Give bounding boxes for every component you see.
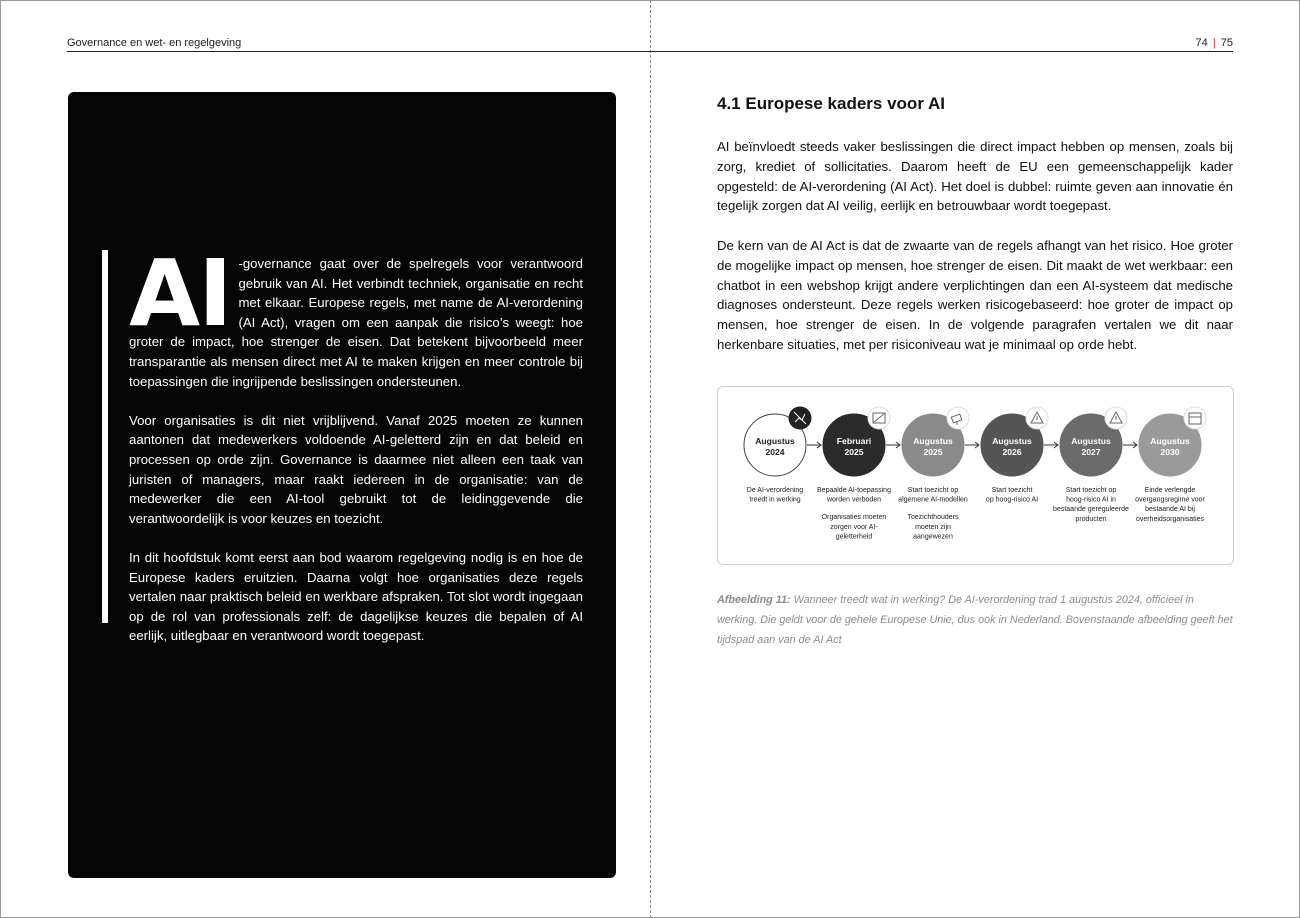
body-paragraph: De kern van de AI Act is dat de zwaarte van de regels afhangt van het risico. Hoe groter de mogelijke impact op mensen, hoe strenger de eisen. Dit maakt de wet werkbaar: een chatbot in een webshop krijgt andere verplichtingen dan een AI-systeem dat medische diagnoses ondersteunt. Deze regels werken risicogebaseerd: hoe groter de impact op mensen, hoe strenger de eisen. In de volgende paragrafen vertalen we dit naar herkenbare situaties, met per risiconiveau wat je minimaal op orde hebt. — [717, 237, 1233, 352]
timeline-step — [1053, 407, 1129, 523]
timeline-caption: bestaande gereguleerde — [1053, 506, 1129, 514]
timeline-year: 2026 — [1002, 447, 1022, 457]
timeline-caption: geletterheid — [835, 533, 873, 541]
timeline-caption: moeten zijn — [915, 523, 951, 531]
timeline-caption: aangewezen — [913, 533, 953, 541]
camera-icon — [947, 407, 969, 429]
figure-caption-label: Afbeelding 11: — [717, 594, 791, 606]
timeline-step — [817, 407, 891, 540]
timeline-caption: Organisaties moeten — [821, 514, 887, 522]
page-number-left: 74 — [1195, 37, 1208, 49]
calendar-icon — [1184, 407, 1206, 429]
timeline-year: 2025 — [923, 447, 943, 457]
timeline-caption: De AI-verordening — [746, 487, 804, 494]
timeline-month: Augustus — [755, 436, 795, 446]
page-numbers — [1196, 37, 1233, 49]
timeline-month: Augustus — [1150, 436, 1190, 446]
timeline-month: Februari — [836, 436, 872, 446]
timeline-year: 2027 — [1081, 447, 1101, 457]
body-paragraph: AI beïnvloedt steeds vaker beslissingen die direct impact hebben op mensen, zoals bij zorg, krediet of sollicitaties. Daarom heeft de EU een gemeenschappelijk kader opgesteld: de AI-verordening (AI Act). Het doel is dubbel: ruimte geven aan innovatie én tegelijk zorgen dat AI veilig, eerlijk en betrouwbaar wordt toegepast. — [717, 139, 1233, 214]
timeline-month: Augustus — [992, 436, 1032, 446]
timeline-caption: op hoog-risico AI — [985, 496, 1039, 504]
dropcap: AI — [129, 240, 231, 347]
timeline-caption: worden verboden — [826, 496, 882, 504]
section-title: 4.1 Europese kaders voor AI — [717, 94, 946, 113]
section-body — [717, 137, 1233, 375]
intro-paragraph: Voor organisaties is dit niet vrijblijvend. Vanaf 2025 moeten ze kunnen aantonen dat medewerkers voldoende AI-geletterd zijn en dat beleid en processen op orde zijn. Governance is daarmee niet alleen een taak van juristen of managers, maar raakt iedereen in de organisatie: van de medewerker die een AI-tool gebruikt tot de leidinggevende die verantwoordelijk is voor keuzes en toezicht. — [129, 412, 583, 526]
timeline-caption: overheidsorganisaties — [1135, 515, 1205, 523]
figure-caption-text: Wanneer treedt wat in werking? De AI-verordening trad 1 augustus 2024, officieel in werking. Die geldt voor de gehele Europese Unie, dus ook in Nederland. Bovenstaande afbeelding geeft het tijdspad aan van de AI Act — [717, 594, 1233, 646]
page-separator: | — [1212, 37, 1216, 49]
timeline-caption: Einde verlengde — [1144, 487, 1196, 494]
timeline-month: Augustus — [913, 436, 953, 446]
intro-paragraph: AI -governance gaat over de spelregels voor verantwoord gebruik van AI. Het verbindt techniek, organisatie en recht met elkaar. Europese regels, met name de AI-verordening (AI Act), vragen om een aanpak die risico’s weegt: hoe groter de impact, hoe strenger de eisen. Dat betekent bijvoorbeeld meer transparantie als mensen direct met AI te maken krijgen en meer controle bij toepassingen die ingrijpende beslissingen ondersteunen. — [129, 240, 583, 389]
intro-paragraph: In dit hoofdstuk komt eerst aan bod waarom regelgeving nodig is en hoe de Europese kaders eruitzien. Daarna volgt hoe organisaties deze regels vertalen naar praktisch beleid en werkbare afspraken. Tot slot wordt ingegaan op de rol van professionals zelf: de dagelijkse keuzes die bepalen of AI eerlijk, uitlegbaar en verantwoord wordt toegepast. — [129, 549, 583, 644]
timeline-year: 2025 — [844, 447, 864, 457]
timeline-caption: algemene AI-modellen — [898, 496, 968, 504]
timeline-caption: Start toezicht op — [1065, 487, 1117, 494]
running-header — [67, 37, 1233, 52]
page-fold-line — [650, 0, 651, 918]
timeline-caption: overgangsregime voor — [1135, 496, 1205, 504]
figure-caption — [717, 591, 1237, 650]
timeline-caption: producten — [1075, 515, 1107, 523]
timeline-caption: Bepaalde AI-toepassing — [817, 487, 891, 494]
timeline-step — [898, 407, 969, 540]
timeline-caption: hoog-risico AI in — [1066, 496, 1116, 504]
timeline-year: 2024 — [765, 447, 785, 457]
intro-text — [129, 240, 583, 665]
timeline-step — [981, 407, 1048, 504]
timeline-month: Augustus — [1071, 436, 1111, 446]
timeline-graphic — [718, 387, 1233, 564]
timeline-step — [1135, 407, 1206, 523]
timeline-caption: treedt in werking — [749, 496, 801, 504]
ai-act-timeline-figure — [717, 386, 1234, 565]
timeline-step — [744, 407, 811, 504]
timeline-caption: Toezichthouders — [907, 514, 959, 522]
timeline-caption: Start toezicht — [991, 487, 1033, 494]
intro-accent-bar — [102, 250, 108, 623]
chapter-title: Governance en wet- en regelgeving — [67, 37, 242, 49]
timeline-caption: Start toezicht op — [907, 487, 959, 494]
intro-panel — [68, 92, 616, 878]
timeline-year: 2030 — [1160, 447, 1180, 457]
timeline-caption: zorgen voor AI- — [830, 523, 878, 531]
page-number-right: 75 — [1220, 37, 1233, 49]
timeline-caption: bestaande AI bij — [1145, 506, 1195, 514]
